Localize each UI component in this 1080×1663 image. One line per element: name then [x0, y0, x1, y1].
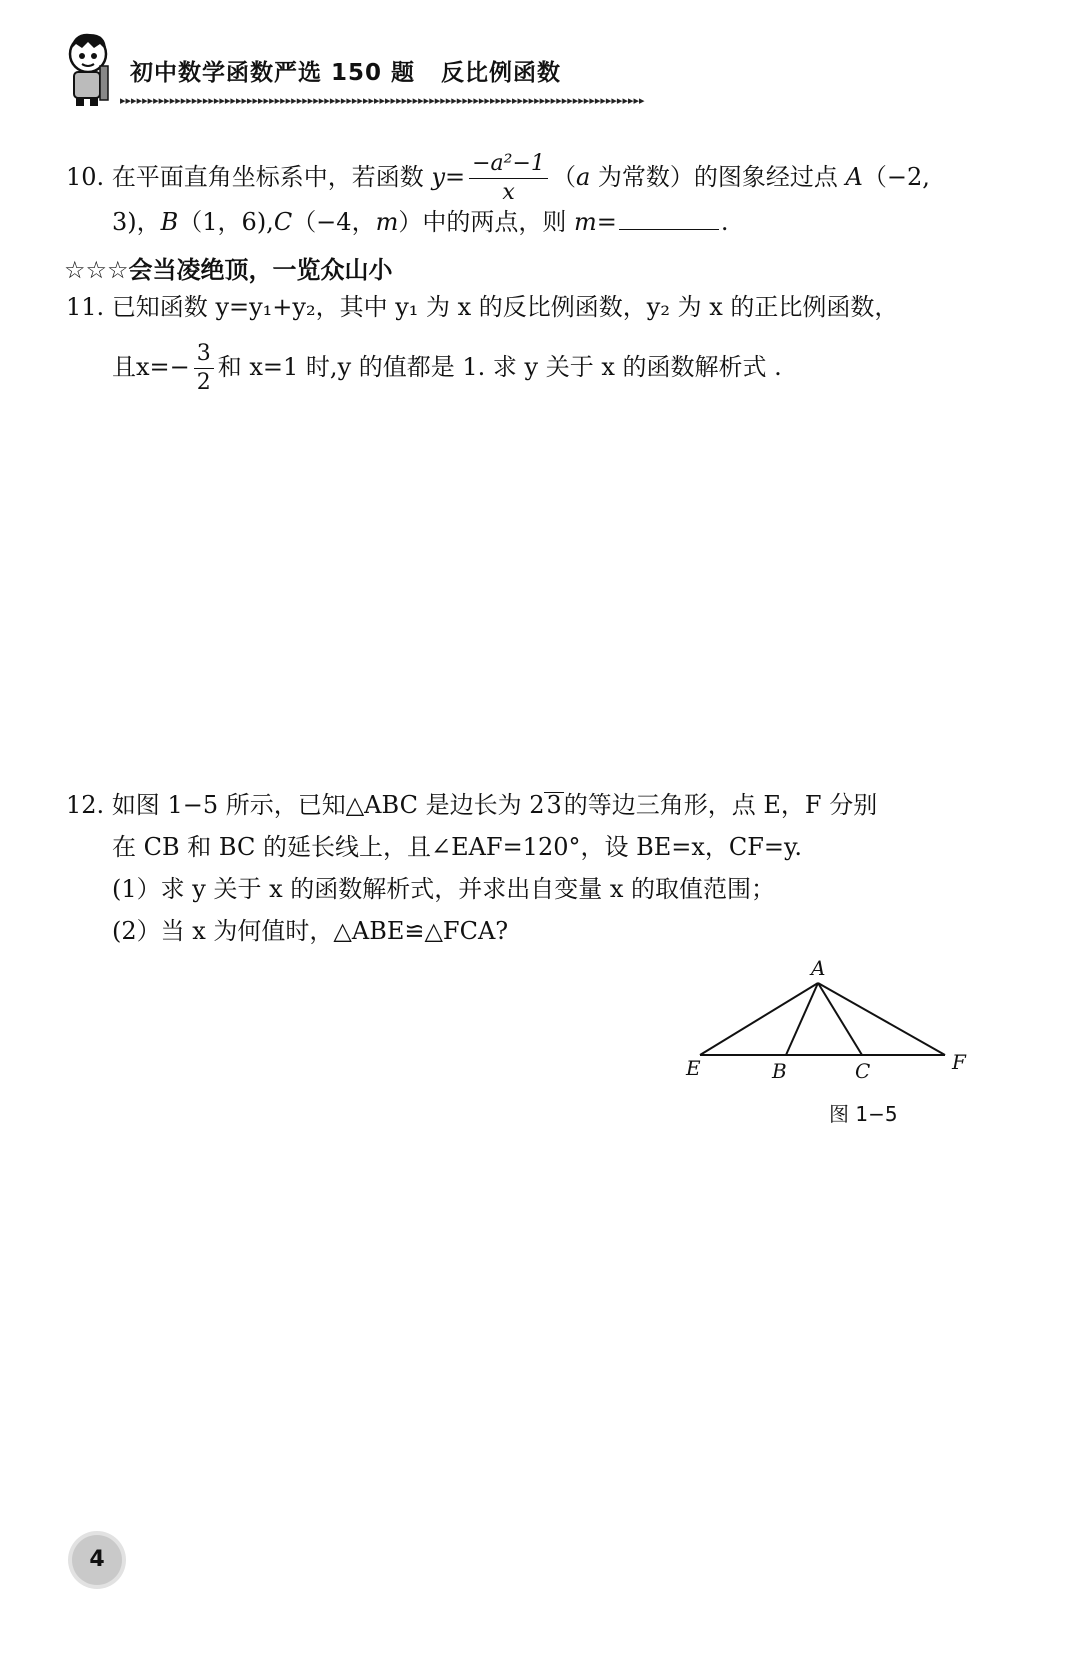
- header-title: [130, 54, 561, 87]
- mascot-icon: [60, 28, 120, 108]
- fraction: $\frac{\text{−a²−1}}{x}$: [469, 150, 548, 207]
- section-heading: ☆☆☆会当凌绝顶，一览众山小: [64, 256, 393, 284]
- star-icon: ☆☆☆: [64, 256, 129, 284]
- line-af: [818, 983, 945, 1055]
- question-number: 10.: [66, 163, 105, 191]
- fraction: $\frac{3}{2}$: [194, 340, 214, 397]
- question-12-line-1: 12. 如图 1−5 所示，已知△ABC 是边长为 23的等边三角形，点 E，F 分别: [66, 791, 878, 819]
- question-number: 12.: [66, 791, 105, 819]
- triangle-figure: [686, 955, 1020, 1085]
- question-number: 11.: [66, 293, 105, 321]
- figure-caption: 图 1−5: [829, 1102, 898, 1126]
- point-label-e: E: [686, 1056, 701, 1080]
- header-divider: ▸▸▸▸▸▸▸▸▸▸▸▸▸▸▸▸▸▸▸▸▸▸▸▸▸▸▸▸▸▸▸▸▸▸▸▸▸▸▸▸▸▸▸▸▸▸▸▸▸▸▸▸▸▸▸▸▸▸▸▸▸▸▸▸▸▸▸▸▸▸▸▸▸▸▸▸▸▸▸▸▸▸▸▸▸▸▸▸▸▸▸▸▸▸▸: [120, 94, 645, 107]
- question-10-line-2: 3)，B（1，6),C（−4，m）中的两点，则 m= .: [112, 208, 729, 236]
- line-ac: [818, 983, 862, 1055]
- point-label-a: A: [811, 956, 826, 980]
- question-12-line-2: 在 CB 和 BC 的延长线上，且∠EAF=120°，设 BE=x，CF=y.: [112, 833, 803, 861]
- header-title-main: 初中数学函数严选 150 题: [130, 60, 416, 86]
- question-11-line-2: 且x=− $\frac{3}{2}$ 和 x=1 时,y 的值都是 1. 求 y 关于 x 的函数解析式 .: [112, 341, 782, 395]
- question-11-line-1: 11. 已知函数 y=y₁+y₂，其中 y₁ 为 x 的反比例函数，y₂ 为 x 的正比例函数，: [66, 293, 899, 321]
- page-number: 4: [89, 1547, 105, 1572]
- line-ae: [700, 983, 818, 1055]
- question-12-part-1: (1）求 y 关于 x 的函数解析式，并求出自变量 x 的取值范围；: [112, 875, 776, 903]
- point-label-c: C: [855, 1059, 871, 1083]
- sqrt-symbol: 3: [546, 791, 562, 819]
- point-label-f: F: [952, 1050, 966, 1074]
- point-label-b: B: [772, 1059, 787, 1083]
- question-10-line-1: 10. 在平面直角坐标系中，若函数 y= $\frac{\text{−a²−1}}{x}$ （a 为常数）的图象经过点 A（−2,: [66, 151, 930, 205]
- question-12-part-2: (2）当 x 为何值时，△ABE≌△FCA?: [112, 917, 509, 945]
- header-title-topic: 反比例函数: [441, 60, 562, 86]
- answer-blank[interactable]: [619, 207, 719, 230]
